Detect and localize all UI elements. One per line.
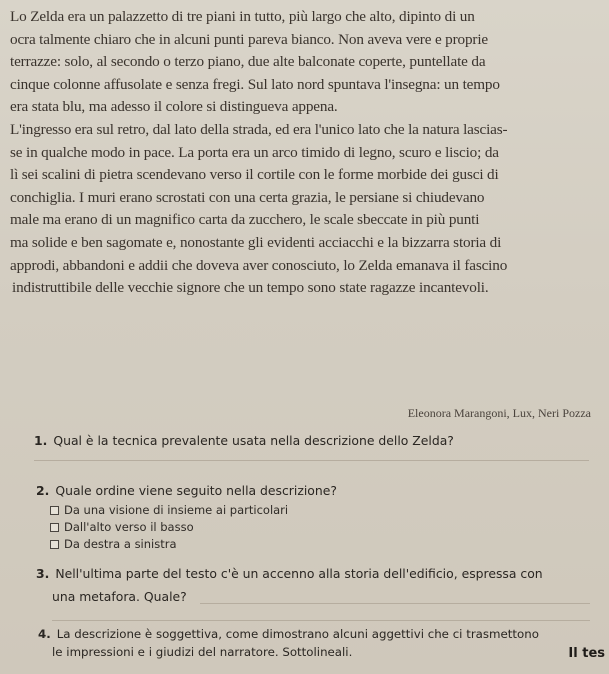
question-3 xyxy=(36,566,543,581)
passage-line: se in qualche modo in pace. La porta era un arco timido di legno, scuro e liscio; da xyxy=(10,143,499,161)
passage-line: ocra talmente chiaro che in alcuni punti pareva bianco. Non aveva vere e proprie xyxy=(10,30,488,48)
next-section-heading: Il tes xyxy=(568,646,605,661)
question-3-continued xyxy=(52,589,187,604)
checkbox[interactable] xyxy=(50,506,59,515)
checkbox[interactable] xyxy=(50,540,59,549)
option-label: Dall'alto verso il basso xyxy=(64,520,194,534)
answer-line[interactable] xyxy=(34,460,589,461)
option-label: Da una visione di insieme ai particolari xyxy=(64,503,289,517)
question-text: Qual è la tecnica prevalente usata nella descrizione dello Zelda? xyxy=(53,433,454,448)
passage-line: lì sei scalini di pietra scendevano verso il cortile con le forme morbide dei gusci di xyxy=(10,166,499,184)
answer-line[interactable] xyxy=(200,603,590,604)
question-text: una metafora. Quale? xyxy=(52,589,187,604)
answer-line[interactable] xyxy=(52,620,590,621)
question-number: 4. xyxy=(38,627,51,641)
question-text: Nell'ultima parte del testo c'è un accenno alla storia dell'edificio, espressa con xyxy=(55,566,543,581)
option-label: Da destra a sinistra xyxy=(64,537,177,551)
question-number: 1. xyxy=(34,433,48,448)
question-4 xyxy=(38,627,539,641)
passage-line: ma solide e ben sagomate e, nonostante gli evidenti acciacchi e la bizzarra storia di xyxy=(10,233,502,251)
option-row[interactable] xyxy=(50,503,288,517)
question-number: 3. xyxy=(36,566,50,581)
question-text: Quale ordine viene seguito nella descrizione? xyxy=(55,483,337,498)
passage-line: indistruttibile delle vecchie signore che un tempo sono state ragazze incantevoli. xyxy=(12,279,489,297)
passage-source: Eleonora Marangoni, Lux, Neri Pozza xyxy=(407,406,591,420)
passage-line: L'ingresso era sul retro, dal lato della strada, ed era l'unico lato che la natura lascias- xyxy=(10,120,508,138)
question-text: La descrizione è soggettiva, come dimostrano alcuni aggettivi che ci trasmettono xyxy=(56,627,539,641)
question-1 xyxy=(34,433,454,448)
question-4-continued xyxy=(52,645,352,659)
passage-line: era stata blu, ma adesso il colore si distingueva appena. xyxy=(10,98,338,116)
option-row[interactable] xyxy=(50,520,194,534)
passage-line: Lo Zelda era un palazzetto di tre piani in tutto, più largo che alto, dipinto di un xyxy=(10,8,475,25)
question-2 xyxy=(36,483,337,498)
passage-line: cinque colonne affusolate e senza fregi. Sul lato nord spuntava l'insegna: un tempo xyxy=(10,75,500,93)
checkbox[interactable] xyxy=(50,523,59,532)
passage-line: male ma erano di un magnifico carta da zucchero, le scale sbeccate in più punti xyxy=(10,211,480,229)
reading-passage xyxy=(10,6,602,300)
option-row[interactable] xyxy=(50,537,177,551)
passage-line: approdi, abbandoni e addii che doveva aver conosciuto, lo Zelda emanava il fascino xyxy=(10,256,508,274)
passage-line: terrazze: solo, al secondo o terzo piano, due alte balconate coperte, puntellate da xyxy=(10,53,486,71)
question-text: le impressioni e i giudizi del narratore. Sottolineali. xyxy=(52,645,353,659)
passage-line: conchiglia. I muri erano scrostati con una certa grazia, le persiane si chiudevano xyxy=(10,188,485,206)
question-number: 2. xyxy=(36,483,50,498)
